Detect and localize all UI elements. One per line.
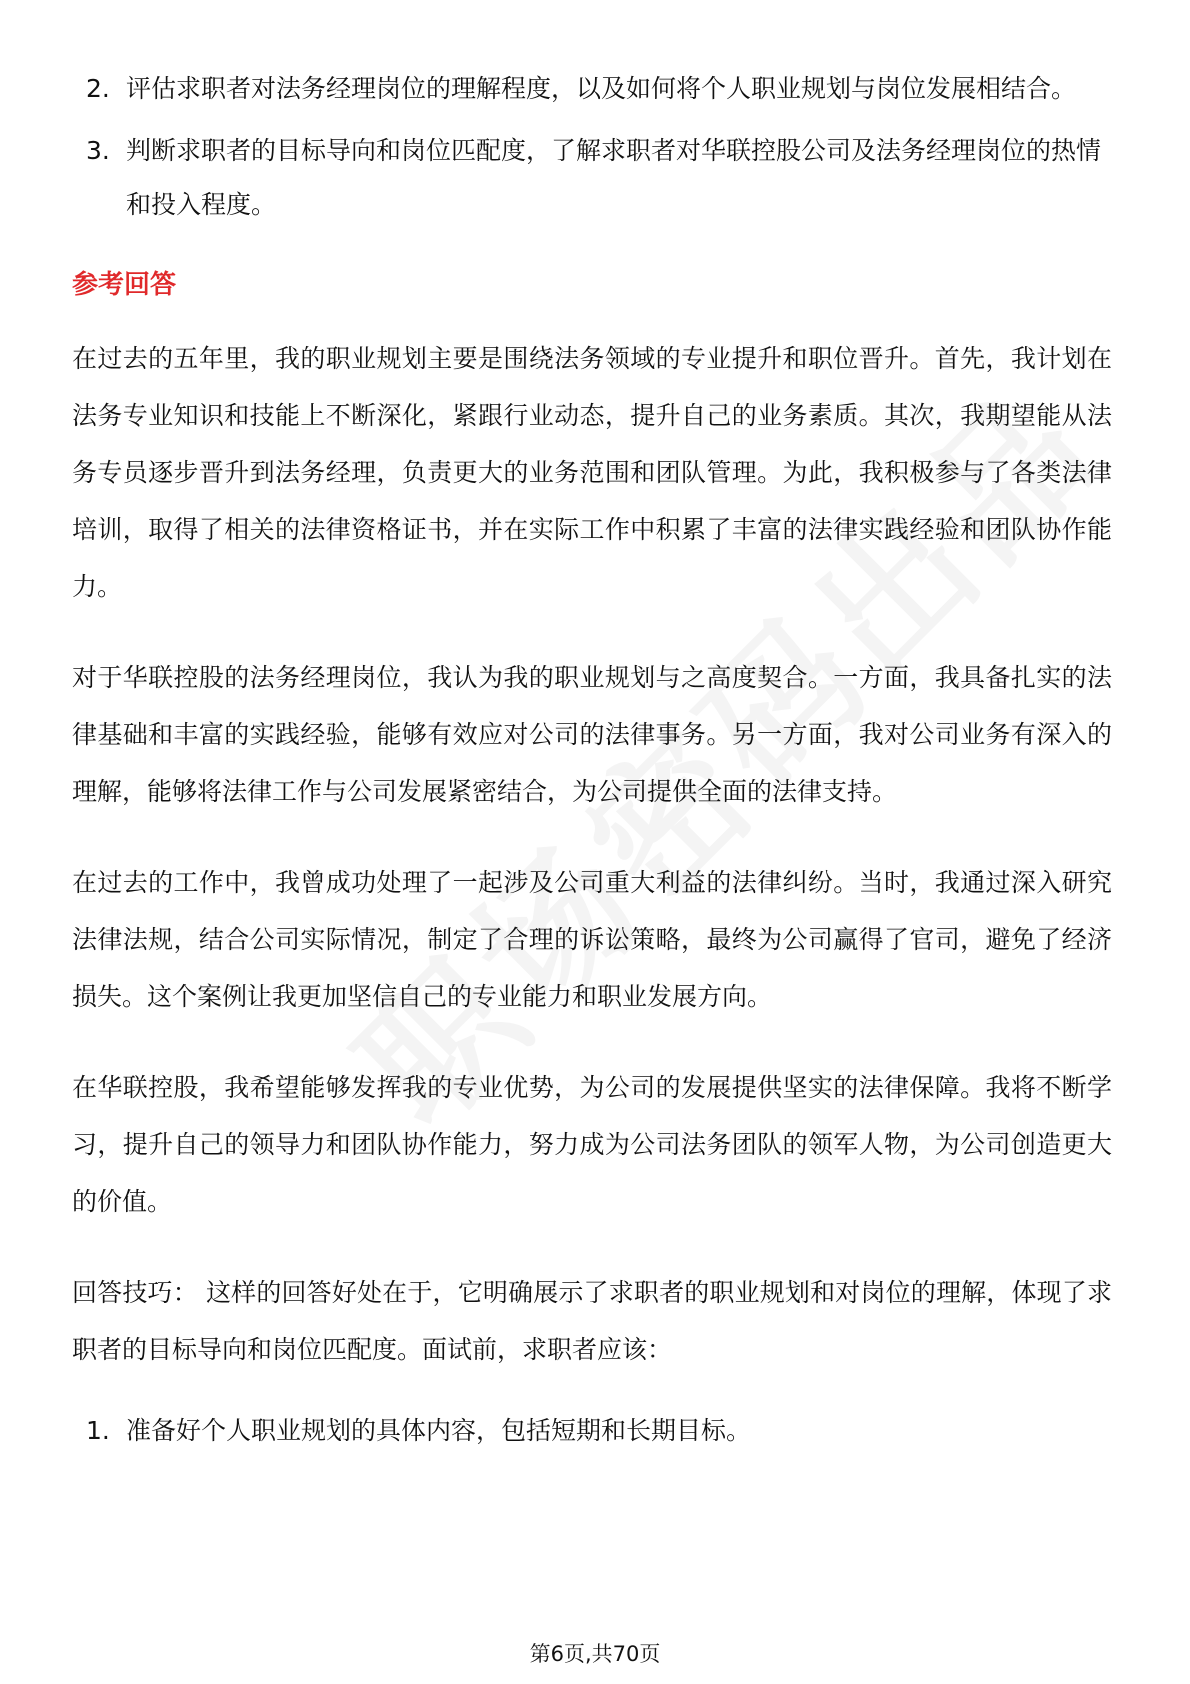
tips-paragraph: 回答技巧： 这样的回答好处在于，它明确展示了求职者的职业规划和对岗位的理解，体现了求职者的目标导向和岗位匹配度。面试前，求职者应该： — [72, 1278, 1112, 1364]
page-footer: 第6页,共70页 — [529, 1642, 661, 1666]
list-number: 2. — [86, 74, 110, 103]
list-text: 判断求职者的目标导向和岗位匹配度，了解求职者对华联控股公司及法务经理岗位的热情和投入程度。 — [126, 136, 1102, 219]
list-item — [72, 62, 1112, 116]
answer-paragraph: 对于华联控股的法务经理岗位，我认为我的职业规划与之高度契合。一方面，我具备扎实的法律基础和丰富的实践经验，能够有效应对公司的法律事务。另一方面，我对公司业务有深入的理解，能够将法律工作与公司发展紧密结合，为公司提供全面的法律支持。 — [72, 663, 1112, 806]
answer-paragraph: 在过去的工作中，我曾成功处理了一起涉及公司重大利益的法律纠纷。当时，我通过深入研究法律法规，结合公司实际情况，制定了合理的诉讼策略，最终为公司赢得了官司，避免了经济损失。这个案例让我更加坚信自己的专业能力和职业发展方向。 — [72, 868, 1112, 1011]
intro-list — [72, 62, 1112, 232]
list-number: 1. — [86, 1416, 110, 1445]
list-item — [72, 124, 1112, 232]
document-body — [72, 62, 1112, 1466]
answer-paragraph: 在华联控股，我希望能够发挥我的专业优势，为公司的发展提供坚实的法律保障。我将不断学习，提升自己的领导力和团队协作能力，努力成为公司法务团队的领军人物，为公司创造更大的价值。 — [72, 1073, 1112, 1216]
answer-paragraph: 在过去的五年里，我的职业规划主要是围绕法务领域的专业提升和职位晋升。首先，我计划在法务专业知识和技能上不断深化，紧跟行业动态，提升自己的业务素质。其次，我期望能从法务专员逐步晋升到法务经理，负责更大的业务范围和团队管理。为此，我积极参与了各类法律培训，取得了相关的法律资格证书，并在实际工作中积累了丰富的法律实践经验和团队协作能力。 — [72, 344, 1112, 601]
tips-list — [72, 1404, 1112, 1458]
section-title: 参考回答 — [72, 270, 177, 300]
list-text: 准备好个人职业规划的具体内容，包括短期和长期目标。 — [126, 1416, 752, 1445]
list-text: 评估求职者对法务经理岗位的理解程度，以及如何将个人职业规划与岗位发展相结合。 — [126, 74, 1077, 103]
list-number: 3. — [86, 136, 110, 165]
list-item — [72, 1404, 1112, 1458]
